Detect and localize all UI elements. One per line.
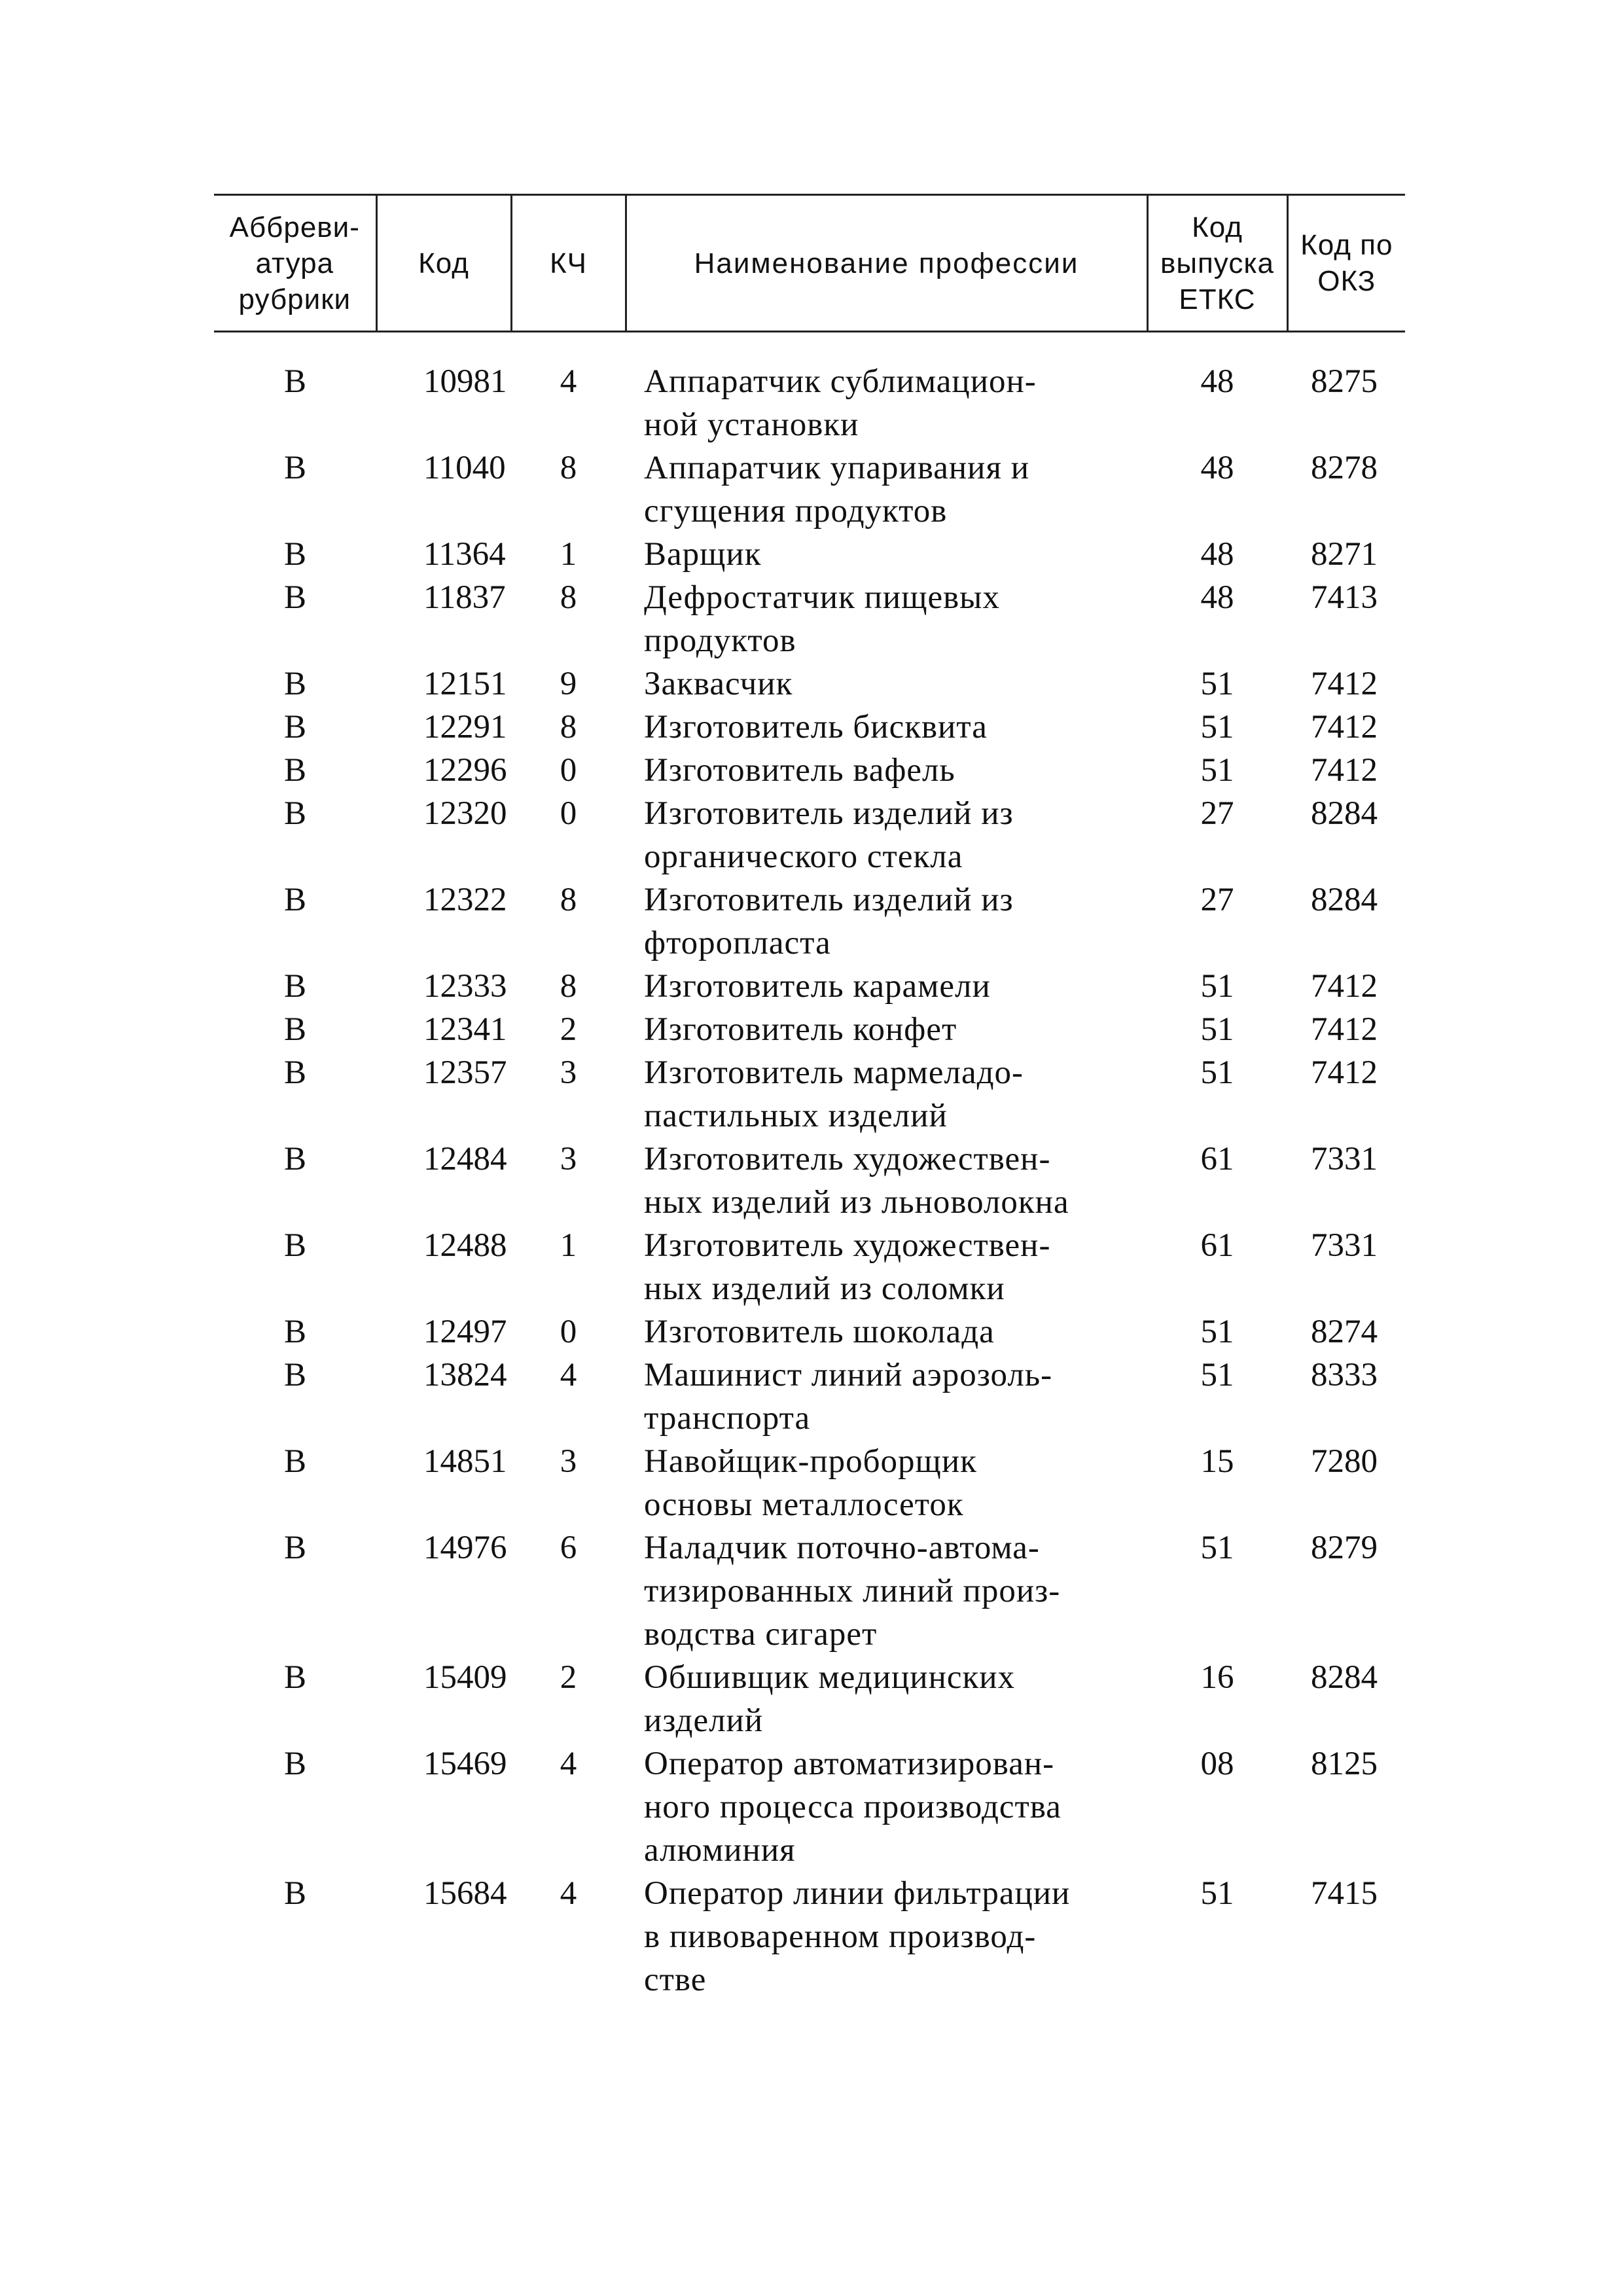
cell-code: 12322 [423,882,507,918]
cell-etks-code: 51 [1200,752,1234,789]
cell-kch: 0 [560,1314,577,1350]
cell-kch: 4 [560,1875,577,1912]
cell-profession-name: Аппаратчик сублимацион- ной установки [644,363,1037,443]
professions-table-container [214,194,1405,2001]
cell-etks-code: 51 [1200,666,1234,702]
cell-code: 15469 [423,1746,507,1782]
cell-kch: 8 [560,968,577,1005]
header-etks: Код выпуска ЕТКС [1147,195,1287,332]
table-row [214,533,1405,576]
cell-etks-code: 27 [1200,795,1234,832]
cell-profession-name: Обшивщик медицинских изделий [644,1659,1016,1739]
cell-etks-code: 48 [1200,450,1234,486]
cell-etks-code: 61 [1200,1141,1234,1177]
cell-abbr: В [283,666,307,702]
cell-kch: 8 [560,709,577,745]
cell-okz-code: 8274 [1311,1314,1378,1350]
header-code: Код [376,195,511,332]
cell-okz-code: 7412 [1311,666,1378,702]
cell-etks-code: 16 [1200,1659,1234,1696]
cell-etks-code: 48 [1200,363,1234,400]
table-row [214,792,1405,878]
cell-code: 15684 [423,1875,507,1912]
cell-code: 12296 [423,752,507,789]
cell-etks-code: 08 [1200,1746,1234,1782]
cell-code: 11837 [423,579,506,616]
cell-okz-code: 7412 [1311,709,1378,745]
cell-etks-code: 27 [1200,882,1234,918]
table-row [214,1354,1405,1440]
header-row [214,195,1405,332]
header-abbr: Аббреви- атура рубрики [214,195,376,332]
cell-code: 13824 [423,1357,507,1393]
cell-abbr: В [283,1443,307,1480]
cell-okz-code: 7412 [1311,752,1378,789]
table-row [214,576,1405,662]
table-row [214,965,1405,1008]
cell-abbr: В [283,1054,307,1091]
cell-code: 12484 [423,1141,507,1177]
table-header [214,195,1405,332]
cell-okz-code: 7415 [1311,1875,1378,1912]
cell-kch: 4 [560,1357,577,1393]
cell-profession-name: Изготовитель вафель [644,752,955,789]
cell-profession-name: Изготовитель художествен- ных изделий из льноволокна [644,1141,1069,1221]
cell-profession-name: Навойщик-проборщик основы металлосеток [644,1443,977,1523]
cell-abbr: В [283,579,307,616]
cell-kch: 1 [560,1227,577,1264]
cell-okz-code: 7412 [1311,1011,1378,1048]
header-okz: Код по ОКЗ [1287,195,1405,332]
cell-okz-code: 8271 [1311,536,1378,573]
cell-kch: 8 [560,882,577,918]
cell-code: 14976 [423,1530,507,1566]
cell-okz-code: 8275 [1311,363,1378,400]
table-row [214,662,1405,706]
cell-profession-name: Аппаратчик упаривания и сгущения продуктов [644,450,1029,529]
header-kch: КЧ [511,195,626,332]
cell-abbr: В [283,752,307,789]
cell-abbr: В [283,1875,307,1912]
cell-code: 11040 [423,450,506,486]
table-row [214,1656,1405,1742]
cell-abbr: В [283,536,307,573]
cell-abbr: В [283,795,307,832]
cell-abbr: В [283,1141,307,1177]
cell-profession-name: Изготовитель художествен- ных изделий из соломки [644,1227,1051,1307]
cell-code: 12320 [423,795,507,832]
cell-etks-code: 51 [1200,1530,1234,1566]
cell-profession-name: Наладчик поточно-автома- тизированных линий произ- водства сигарет [644,1530,1061,1653]
cell-kch: 8 [560,579,577,616]
cell-code: 14851 [423,1443,507,1480]
cell-etks-code: 51 [1200,968,1234,1005]
cell-abbr: В [283,1659,307,1696]
cell-code: 12488 [423,1227,507,1264]
cell-kch: 3 [560,1141,577,1177]
cell-abbr: В [283,1357,307,1393]
cell-okz-code: 8278 [1311,450,1378,486]
cell-abbr: В [283,1314,307,1350]
cell-okz-code: 8284 [1311,882,1378,918]
cell-etks-code: 48 [1200,536,1234,573]
cell-etks-code: 51 [1200,1357,1234,1393]
cell-kch: 2 [560,1659,577,1696]
cell-abbr: В [283,709,307,745]
cell-kch: 2 [560,1011,577,1048]
cell-profession-name: Варщик [644,536,762,573]
cell-kch: 9 [560,666,577,702]
cell-code: 12151 [423,666,507,702]
cell-profession-name: Машинист линий аэрозоль- транспорта [644,1357,1053,1437]
table-row [214,878,1405,965]
cell-profession-name: Изготовитель карамели [644,968,991,1005]
table-row [214,1440,1405,1526]
cell-etks-code: 48 [1200,579,1234,616]
cell-kch: 3 [560,1443,577,1480]
cell-etks-code: 51 [1200,709,1234,745]
cell-profession-name: Оператор автоматизирован- ного процесса производства алюминия [644,1746,1061,1869]
cell-code: 12357 [423,1054,507,1091]
cell-abbr: В [283,1746,307,1782]
cell-profession-name: Изготовитель шоколада [644,1314,995,1350]
cell-okz-code: 8284 [1311,1659,1378,1696]
cell-kch: 4 [560,363,577,400]
cell-okz-code: 7412 [1311,1054,1378,1091]
table-body [214,332,1405,2002]
cell-okz-code: 7331 [1311,1227,1378,1264]
cell-okz-code: 7280 [1311,1443,1378,1480]
cell-abbr: В [283,1011,307,1048]
cell-profession-name: Изготовитель мармеладо- пастильных изделий [644,1054,1024,1134]
cell-etks-code: 51 [1200,1875,1234,1912]
cell-profession-name: Дефростатчик пищевых продуктов [644,579,1000,659]
table-row [214,749,1405,792]
table-row [214,1872,1405,2001]
table-row [214,1310,1405,1354]
cell-abbr: В [283,450,307,486]
cell-code: 12341 [423,1011,507,1048]
cell-profession-name: Оператор линии фильтрации в пивоваренном производ- стве [644,1875,1071,1998]
table-row [214,332,1405,447]
cell-kch: 8 [560,450,577,486]
cell-etks-code: 51 [1200,1011,1234,1048]
table-row [214,1224,1405,1310]
table-row [214,1008,1405,1051]
cell-kch: 1 [560,536,577,573]
cell-abbr: В [283,1227,307,1264]
cell-code: 10981 [423,363,507,400]
cell-okz-code: 7412 [1311,968,1378,1005]
cell-code: 12497 [423,1314,507,1350]
cell-profession-name: Заквасчик [644,666,793,702]
cell-profession-name: Изготовитель конфет [644,1011,957,1048]
cell-etks-code: 15 [1200,1443,1234,1480]
cell-okz-code: 7413 [1311,579,1378,616]
cell-okz-code: 7331 [1311,1141,1378,1177]
cell-kch: 3 [560,1054,577,1091]
cell-code: 15409 [423,1659,507,1696]
cell-okz-code: 8125 [1311,1746,1378,1782]
cell-code: 12333 [423,968,507,1005]
table-row [214,1051,1405,1138]
cell-profession-name: Изготовитель изделий из органического стекла [644,795,1014,875]
cell-kch: 0 [560,795,577,832]
cell-etks-code: 51 [1200,1314,1234,1350]
header-name: Наименование профессии [626,195,1147,332]
cell-kch: 0 [560,752,577,789]
cell-profession-name: Изготовитель бисквита [644,709,988,745]
cell-abbr: В [283,882,307,918]
table-row [214,1138,1405,1224]
cell-etks-code: 61 [1200,1227,1234,1264]
cell-okz-code: 8284 [1311,795,1378,832]
cell-kch: 6 [560,1530,577,1566]
table-row [214,706,1405,749]
cell-code: 12291 [423,709,507,745]
cell-okz-code: 8279 [1311,1530,1378,1566]
cell-abbr: В [283,1530,307,1566]
cell-code: 11364 [423,536,506,573]
cell-etks-code: 51 [1200,1054,1234,1091]
cell-abbr: В [283,363,307,400]
table-row [214,1742,1405,1872]
table-row [214,1526,1405,1656]
table-row [214,446,1405,533]
cell-profession-name: Изготовитель изделий из фторопласта [644,882,1014,961]
cell-kch: 4 [560,1746,577,1782]
cell-abbr: В [283,968,307,1005]
cell-okz-code: 8333 [1311,1357,1378,1393]
professions-table [214,194,1405,2001]
